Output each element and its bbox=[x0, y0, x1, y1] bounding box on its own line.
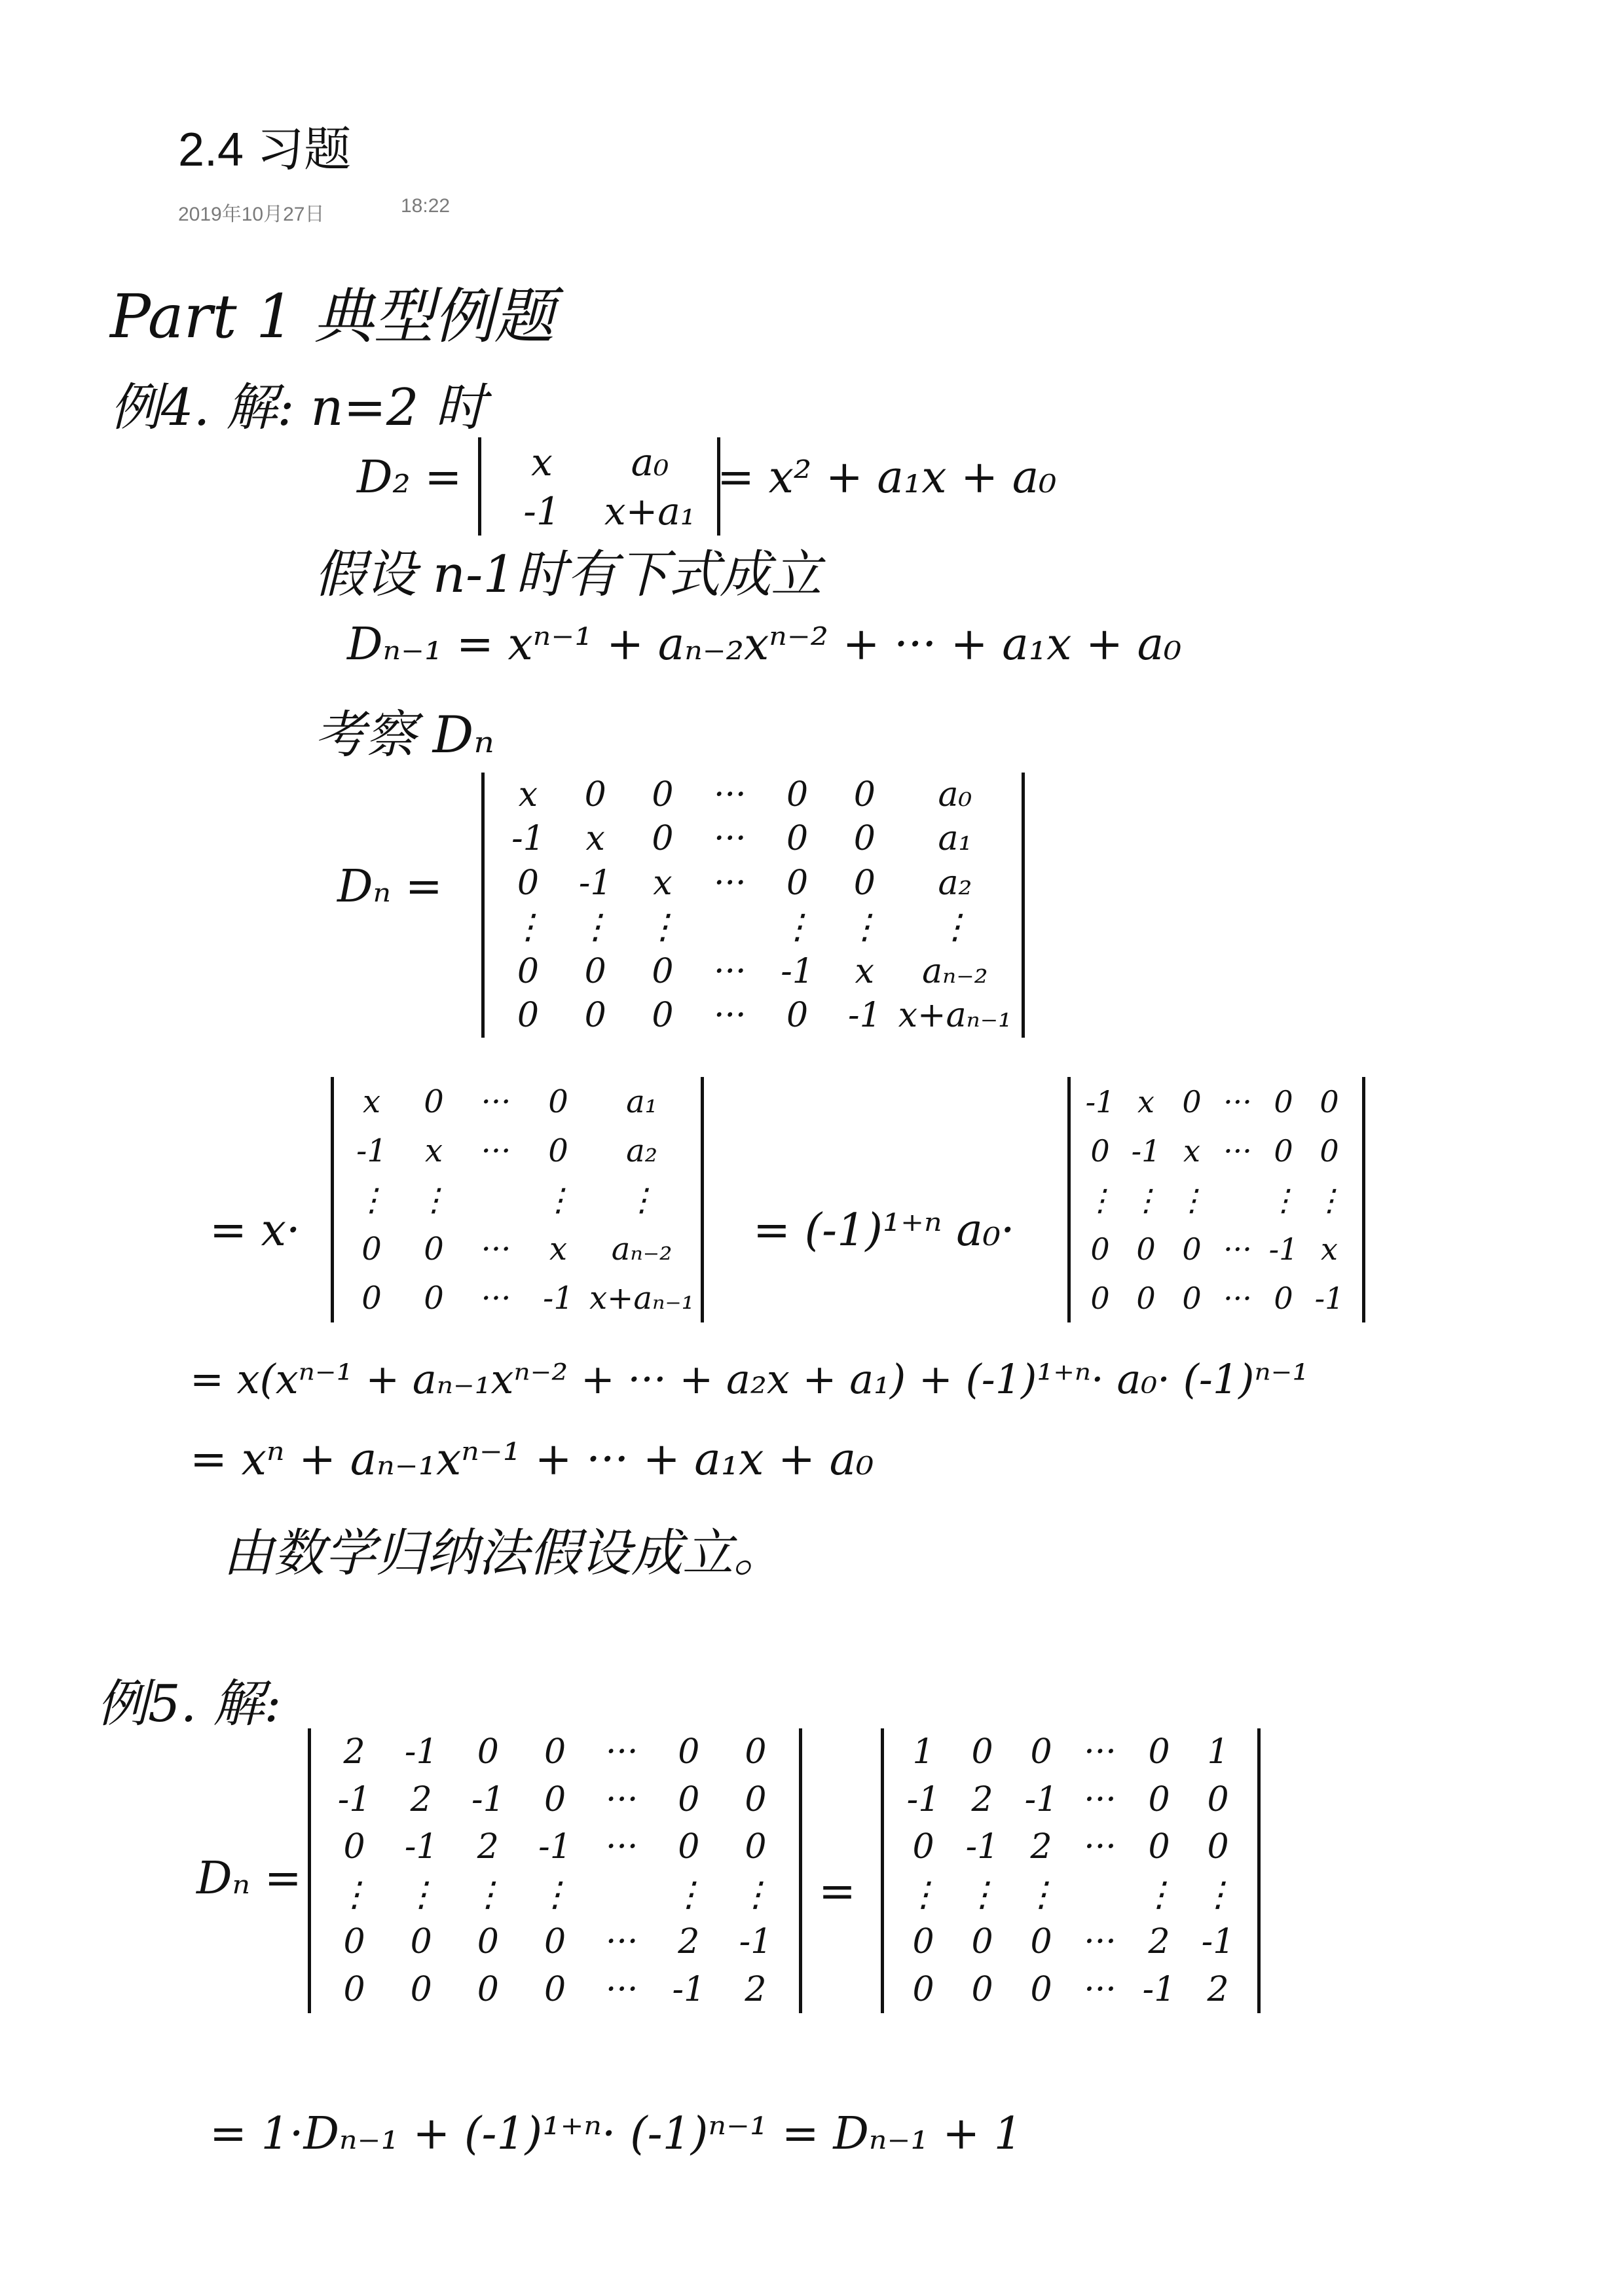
matrix-cell: 0 bbox=[343, 1922, 365, 1962]
matrix-cell: ⋮ bbox=[738, 1874, 773, 1914]
matrix-cell: 0 bbox=[1090, 1231, 1110, 1267]
matrix-cell: 2 bbox=[745, 1969, 767, 2009]
matrix-cell: 0 bbox=[1320, 1084, 1339, 1120]
matrix-cell: -1 bbox=[356, 1132, 387, 1169]
matrix-cell: -1 bbox=[538, 1827, 572, 1867]
matrix-cell: ⋮ bbox=[938, 907, 972, 947]
time-stamp: 18:22 bbox=[401, 195, 451, 217]
matrix-cell: a₂ bbox=[938, 863, 972, 903]
matrix-cell: ⋮ bbox=[1142, 1874, 1176, 1914]
matrix-cell: a₁ bbox=[938, 819, 972, 859]
ex5-m2-matrix bbox=[894, 1728, 1247, 2013]
ex4-d2-rhs: = x² + a₁x + a₀ bbox=[717, 452, 1057, 503]
matrix-cell: 0 bbox=[584, 951, 606, 991]
ex5-result: = 1·Dₙ₋₁ + (-1)¹⁺ⁿ· (-1)ⁿ⁻¹ = Dₙ₋₁ + 1 bbox=[210, 2108, 1023, 2160]
matrix-cell: ··· bbox=[1223, 1231, 1252, 1267]
ex4-expand-prefix: = x· bbox=[210, 1205, 301, 1256]
matrix-cell: 0 bbox=[652, 996, 674, 1036]
matrix-cell: x bbox=[585, 819, 605, 859]
date-stamp: 2019年10月27日 bbox=[178, 204, 325, 225]
matrix-cell: 2 bbox=[678, 1922, 700, 1962]
matrix-cell: 0 bbox=[584, 996, 606, 1036]
matrix-cell: 0 bbox=[544, 1779, 566, 1819]
matrix-cell: -1 bbox=[404, 1827, 438, 1867]
matrix-cell: a₂ bbox=[626, 1132, 657, 1169]
matrix-cell: ⋮ bbox=[511, 907, 545, 947]
matrix-cell: 0 bbox=[1030, 1732, 1052, 1772]
matrix-cell: 0 bbox=[1182, 1084, 1202, 1120]
matrix-cell: 0 bbox=[912, 1922, 934, 1962]
matrix-cell: 0 bbox=[745, 1779, 767, 1819]
matrix-cell: ··· bbox=[713, 996, 747, 1036]
matrix-cell: 0 bbox=[1148, 1779, 1170, 1819]
matrix-cell: 0 bbox=[1207, 1779, 1229, 1819]
matrix-cell: x bbox=[362, 1083, 381, 1120]
matrix-cell: aₙ₋₂ bbox=[922, 951, 988, 991]
matrix-cell: -1 bbox=[1085, 1084, 1115, 1120]
matrix-cell: 0 bbox=[1148, 1732, 1170, 1772]
matrix-cell: 0 bbox=[652, 819, 674, 859]
matrix-cell: -1 bbox=[965, 1827, 999, 1867]
matrix-cell: -1 bbox=[543, 1279, 574, 1317]
matrix-cell: 0 bbox=[361, 1279, 382, 1317]
matrix-cell: 0 bbox=[544, 1732, 566, 1772]
matrix-cell: ··· bbox=[481, 1230, 511, 1267]
matrix-cell: ⋮ bbox=[337, 1874, 372, 1914]
matrix-cell: -1 bbox=[1131, 1133, 1161, 1169]
matrix-cell: 0 bbox=[745, 1827, 767, 1867]
ex4-heading: 例4. 解: n=2 时 bbox=[110, 378, 487, 437]
matrix-cell: 0 bbox=[1274, 1280, 1293, 1316]
matrix-cell: -1 bbox=[1142, 1969, 1176, 2009]
matrix-cell: x bbox=[855, 951, 874, 991]
matrix-cell: ⋮ bbox=[404, 1874, 439, 1914]
matrix-cell: 0 bbox=[517, 996, 539, 1036]
matrix-cell: 2 bbox=[1030, 1827, 1052, 1867]
ex5-dn-lhs: Dₙ = bbox=[196, 1853, 302, 1904]
matrix-cell: 0 bbox=[786, 863, 809, 903]
matrix-cell: 2 bbox=[410, 1779, 432, 1819]
matrix-cell: 0 bbox=[1274, 1084, 1293, 1120]
matrix-cell: ⋮ bbox=[645, 907, 680, 947]
ex4-assumption: 假设 n-1时有下式成立 bbox=[314, 545, 822, 604]
matrix-cell: x+aₙ₋₁ bbox=[898, 996, 1012, 1036]
matrix-cell: ··· bbox=[1084, 1827, 1116, 1867]
matrix-cell: ⋮ bbox=[671, 1874, 706, 1914]
matrix-cell: 0 bbox=[1320, 1133, 1339, 1169]
matrix-cell: ··· bbox=[713, 774, 747, 814]
matrix-cell: -1 bbox=[781, 951, 814, 991]
matrix-cell: ⋮ bbox=[542, 1181, 574, 1218]
matrix-cell: 0 bbox=[1090, 1133, 1110, 1169]
matrix-cell: -1 bbox=[337, 1779, 371, 1819]
matrix-cell: 2 bbox=[343, 1732, 365, 1772]
matrix-cell: 0 bbox=[424, 1279, 444, 1317]
matrix-cell: 0 bbox=[853, 819, 876, 859]
matrix-cell: 0 bbox=[786, 819, 809, 859]
matrix-cell: 0 bbox=[343, 1969, 365, 2009]
matrix-cell: a₀ bbox=[938, 774, 972, 814]
ex4-d2-lhs: D₂ = bbox=[357, 452, 462, 503]
matrix-cell: 0 bbox=[1030, 1969, 1052, 2009]
matrix-cell: ··· bbox=[1223, 1084, 1252, 1120]
ex4-expand-mid: = (-1)¹⁺ⁿ a₀· bbox=[753, 1205, 1015, 1256]
matrix-cell: ··· bbox=[605, 1969, 638, 2009]
matrix-cell: ⋮ bbox=[1085, 1182, 1115, 1218]
matrix-cell: 0 bbox=[410, 1922, 432, 1962]
matrix-cell: 0 bbox=[548, 1132, 568, 1169]
matrix-cell: -1 bbox=[471, 1779, 505, 1819]
ex4-line2: = xⁿ + aₙ₋₁xⁿ⁻¹ + ··· + a₁x + a₀ bbox=[190, 1434, 874, 1485]
ex4-conclusion: 由数学归纳法假设成立。 bbox=[223, 1524, 785, 1583]
matrix-cell: a₁ bbox=[626, 1083, 657, 1120]
ex4-dn-lhs: Dₙ = bbox=[337, 861, 443, 913]
matrix-cell: 0 bbox=[544, 1969, 566, 2009]
ex4-d2-matrix bbox=[488, 437, 704, 536]
matrix-cell: x bbox=[531, 439, 553, 484]
matrix-cell: x bbox=[1183, 1133, 1200, 1169]
matrix-cell: 0 bbox=[584, 774, 606, 814]
matrix-cell: aₙ₋₂ bbox=[611, 1230, 673, 1267]
matrix-cell: ⋮ bbox=[1268, 1182, 1299, 1218]
matrix-cell: 0 bbox=[853, 863, 876, 903]
matrix-cell: 0 bbox=[544, 1922, 566, 1962]
matrix-cell: ··· bbox=[1084, 1779, 1116, 1819]
matrix-cell: 0 bbox=[786, 996, 809, 1036]
matrix-cell: ··· bbox=[481, 1083, 511, 1120]
matrix-cell: 0 bbox=[1136, 1231, 1156, 1267]
matrix-cell: 0 bbox=[548, 1083, 568, 1120]
matrix-cell: -1 bbox=[848, 996, 881, 1036]
matrix-cell: x bbox=[653, 863, 673, 903]
ex4-line1: = x(xⁿ⁻¹ + aₙ₋₁xⁿ⁻² + ··· + a₂x + a₁) + (-1)¹⁺ⁿ· a₀· (-1)ⁿ⁻¹ bbox=[190, 1355, 1309, 1403]
matrix-cell: 0 bbox=[678, 1827, 700, 1867]
matrix-cell: 0 bbox=[678, 1732, 700, 1772]
matrix-cell: 0 bbox=[1207, 1827, 1229, 1867]
matrix-cell: ⋮ bbox=[965, 1874, 999, 1914]
matrix-cell: 0 bbox=[1030, 1922, 1052, 1962]
matrix-cell: x+aₙ₋₁ bbox=[589, 1279, 694, 1317]
ex4-dn-matrix bbox=[494, 773, 1012, 1038]
ex4-minor2-matrix bbox=[1077, 1077, 1352, 1322]
matrix-cell: ⋮ bbox=[780, 907, 815, 947]
matrix-cell: -1 bbox=[511, 819, 545, 859]
matrix-cell: ⋮ bbox=[356, 1181, 388, 1218]
matrix-cell: ··· bbox=[1223, 1280, 1252, 1316]
matrix-cell: ⋮ bbox=[1024, 1874, 1058, 1914]
matrix-cell: 0 bbox=[343, 1827, 365, 1867]
matrix-cell: x bbox=[1137, 1084, 1154, 1120]
matrix-cell: -1 bbox=[1314, 1280, 1344, 1316]
matrix-cell: 0 bbox=[853, 774, 876, 814]
matrix-cell: 0 bbox=[1182, 1280, 1202, 1316]
matrix-cell: ··· bbox=[481, 1132, 511, 1169]
matrix-cell: 0 bbox=[1090, 1280, 1110, 1316]
matrix-cell: ⋮ bbox=[1201, 1874, 1235, 1914]
matrix-cell: -1 bbox=[578, 863, 612, 903]
matrix-cell: 0 bbox=[477, 1969, 499, 2009]
matrix-cell: x bbox=[1321, 1231, 1338, 1267]
matrix-cell: ··· bbox=[605, 1827, 638, 1867]
matrix-cell: ⋮ bbox=[1131, 1182, 1161, 1218]
matrix-cell: 0 bbox=[517, 863, 539, 903]
matrix-cell: ··· bbox=[1223, 1133, 1252, 1169]
matrix-cell: 2 bbox=[1148, 1922, 1170, 1962]
matrix-cell: -1 bbox=[1268, 1231, 1299, 1267]
matrix-cell: ··· bbox=[713, 819, 747, 859]
matrix-cell: ··· bbox=[1084, 1732, 1116, 1772]
matrix-cell: ··· bbox=[481, 1279, 511, 1317]
part-heading: Part 1 典型例题 bbox=[110, 282, 555, 352]
matrix-cell: 0 bbox=[678, 1779, 700, 1819]
matrix-cell: 0 bbox=[477, 1922, 499, 1962]
matrix-cell: 0 bbox=[971, 1922, 993, 1962]
ex5-m1-matrix bbox=[321, 1728, 789, 2013]
matrix-cell: ⋮ bbox=[471, 1874, 506, 1914]
matrix-cell: 0 bbox=[424, 1083, 444, 1120]
matrix-cell: x bbox=[549, 1230, 568, 1267]
matrix-cell: ··· bbox=[1084, 1922, 1116, 1962]
matrix-cell: 0 bbox=[652, 774, 674, 814]
matrix-cell: ⋮ bbox=[626, 1181, 658, 1218]
matrix-cell: ⋮ bbox=[578, 907, 613, 947]
matrix-cell: -1 bbox=[1201, 1922, 1235, 1962]
matrix-cell: 0 bbox=[1274, 1133, 1293, 1169]
page-title: 2.4 习题 bbox=[178, 124, 352, 176]
matrix-cell: 1 bbox=[1207, 1732, 1229, 1772]
matrix-cell: 0 bbox=[971, 1969, 993, 2009]
matrix-cell: 0 bbox=[361, 1230, 382, 1267]
matrix-cell: ··· bbox=[605, 1922, 638, 1962]
matrix-cell: ⋮ bbox=[847, 907, 882, 947]
matrix-cell: ⋮ bbox=[906, 1874, 940, 1914]
ex4-minor1-matrix bbox=[341, 1077, 694, 1322]
matrix-cell: 2 bbox=[477, 1827, 499, 1867]
matrix-cell: ⋮ bbox=[538, 1874, 572, 1914]
matrix-cell: -1 bbox=[672, 1969, 706, 2009]
matrix-cell: 0 bbox=[745, 1732, 767, 1772]
ex4-consider: 考察 Dₙ bbox=[314, 706, 494, 765]
matrix-cell: 1 bbox=[912, 1732, 934, 1772]
matrix-cell: x bbox=[518, 774, 538, 814]
matrix-cell: -1 bbox=[906, 1779, 940, 1819]
matrix-cell: 0 bbox=[1136, 1280, 1156, 1316]
matrix-cell: 2 bbox=[1207, 1969, 1229, 2009]
matrix-cell: ··· bbox=[605, 1732, 638, 1772]
matrix-cell: 0 bbox=[424, 1230, 444, 1267]
matrix-cell: -1 bbox=[523, 488, 561, 534]
matrix-cell: -1 bbox=[1024, 1779, 1058, 1819]
ex5-equals: = bbox=[819, 1866, 856, 1918]
ex5-heading: 例5. 解: bbox=[97, 1675, 282, 1734]
matrix-cell: ··· bbox=[713, 951, 747, 991]
matrix-cell: 0 bbox=[477, 1732, 499, 1772]
matrix-cell: 0 bbox=[912, 1827, 934, 1867]
matrix-cell: ··· bbox=[713, 863, 747, 903]
matrix-cell: ··· bbox=[605, 1779, 638, 1819]
matrix-cell: 0 bbox=[1148, 1827, 1170, 1867]
matrix-cell: 0 bbox=[517, 951, 539, 991]
matrix-cell: 0 bbox=[786, 774, 809, 814]
matrix-cell: -1 bbox=[404, 1732, 438, 1772]
matrix-cell: ⋮ bbox=[1177, 1182, 1207, 1218]
matrix-cell: 0 bbox=[652, 951, 674, 991]
matrix-cell: x bbox=[424, 1132, 443, 1169]
matrix-cell: 0 bbox=[1182, 1231, 1202, 1267]
matrix-cell: -1 bbox=[739, 1922, 773, 1962]
matrix-cell: 0 bbox=[971, 1732, 993, 1772]
matrix-cell: ⋮ bbox=[418, 1181, 450, 1218]
matrix-cell: a₀ bbox=[631, 439, 669, 484]
matrix-cell: ⋮ bbox=[1314, 1182, 1344, 1218]
matrix-cell: 0 bbox=[912, 1969, 934, 2009]
matrix-cell: ··· bbox=[1084, 1969, 1116, 2009]
ex4-dn1-formula: Dₙ₋₁ = xⁿ⁻¹ + aₙ₋₂xⁿ⁻² + ··· + a₁x + a₀ bbox=[347, 619, 1182, 670]
matrix-cell: 2 bbox=[971, 1779, 993, 1819]
matrix-cell: x+a₁ bbox=[604, 488, 696, 534]
matrix-cell: 0 bbox=[410, 1969, 432, 2009]
